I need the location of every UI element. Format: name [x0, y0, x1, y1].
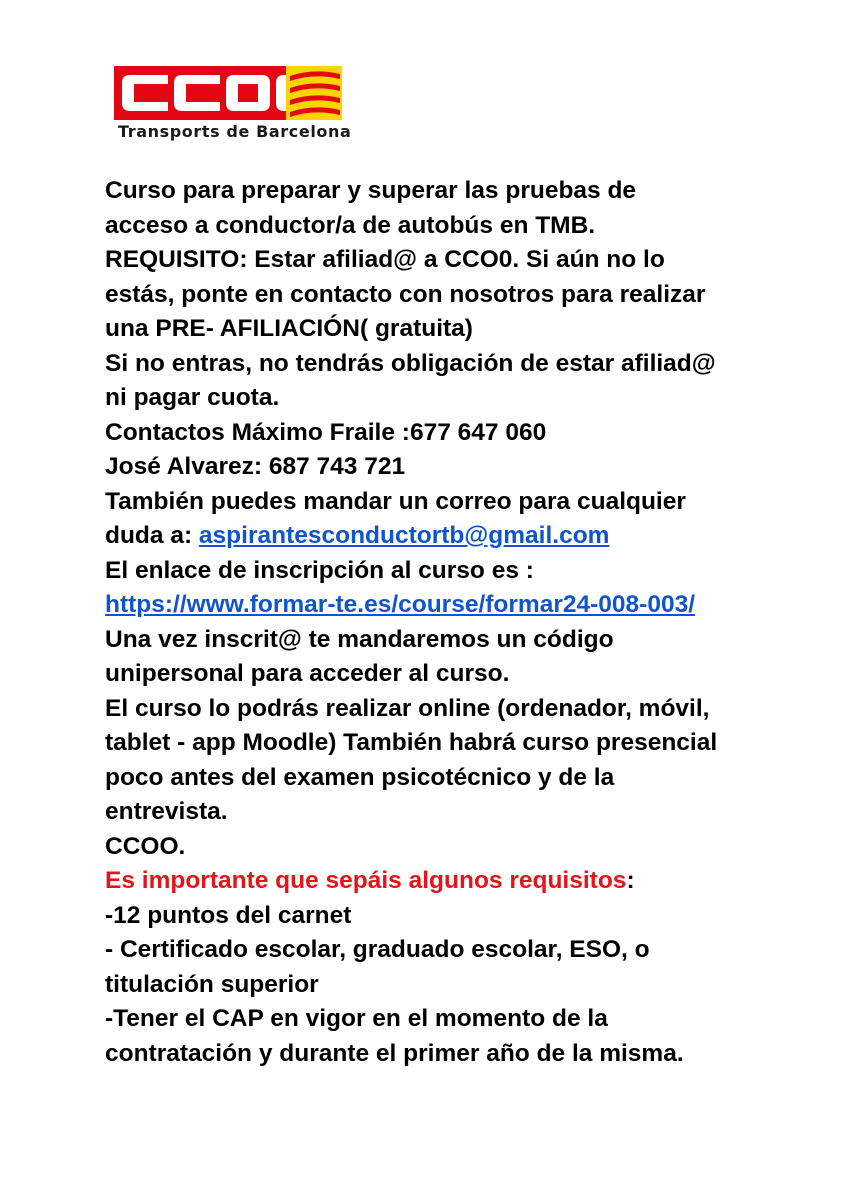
contact-maximo: Contactos Máximo Fraile :677 647 060	[105, 418, 547, 446]
logo-subtitle: Transports de Barcelona	[118, 122, 352, 141]
requirement-item: -Tener el CAP en vigor en el momento de la	[105, 1005, 608, 1032]
ccoo-logo	[114, 66, 352, 146]
requirement-item: -12 puntos del carnet	[105, 901, 352, 929]
text-line: CCOO.	[105, 832, 186, 860]
important-line	[105, 864, 825, 899]
requirement-item: - Certificado escolar, graduado escolar, ESO, o	[105, 936, 650, 963]
text-line: Si no entras, no tendrás obligación de estar afiliad@	[105, 349, 716, 377]
contact-jose: José Alvarez: 687 743 721	[105, 453, 406, 480]
important-colon: :	[626, 867, 635, 894]
url-line	[105, 588, 825, 623]
text-line: El enlace de inscripción al curso es :	[105, 556, 534, 584]
email-prefix: duda a:	[105, 522, 199, 549]
text-line: Una vez inscrit@ te mandaremos un código	[105, 625, 614, 653]
important-highlight: Es importante que sepáis algunos requisitos	[105, 867, 627, 894]
requirement-item-cont: contratación y durante el primer año de la misma.	[105, 1039, 684, 1067]
text-line: acceso a conductor/a de autobús en TMB.	[105, 211, 596, 239]
text-line: una PRE- AFILIACIÓN( gratuita)	[105, 315, 473, 342]
email-link[interactable]: aspirantesconductortb@gmail.com	[198, 522, 610, 549]
text-line: unipersonal para acceder al curso.	[105, 660, 510, 687]
course-link[interactable]: https://www.formar-te.es/course/formar24-008-003/	[105, 591, 696, 618]
text-line: ni pagar cuota.	[105, 384, 280, 411]
text-line: El curso lo podrás realizar online (ordenador, móvil,	[105, 694, 710, 722]
text-line: estás, ponte en contacto con nosotros para realizar	[105, 280, 706, 308]
text-line: poco antes del examen psicotécnico y de la	[105, 763, 615, 791]
email-line	[105, 519, 825, 554]
document-body	[105, 174, 825, 1071]
requirement-item-cont: titulación superior	[105, 970, 319, 998]
text-line: Curso para preparar y superar las pruebas de	[105, 177, 637, 204]
text-line: entrevista.	[105, 798, 228, 825]
text-line: REQUISITO: Estar afiliad@ a CCO0. Si aún no lo	[105, 246, 665, 273]
senyera-icon	[286, 66, 342, 120]
text-line: También puedes mandar un correo para cualquier	[105, 487, 686, 515]
text-line: tablet - app Moodle) También habrá curso presencial	[105, 729, 718, 756]
